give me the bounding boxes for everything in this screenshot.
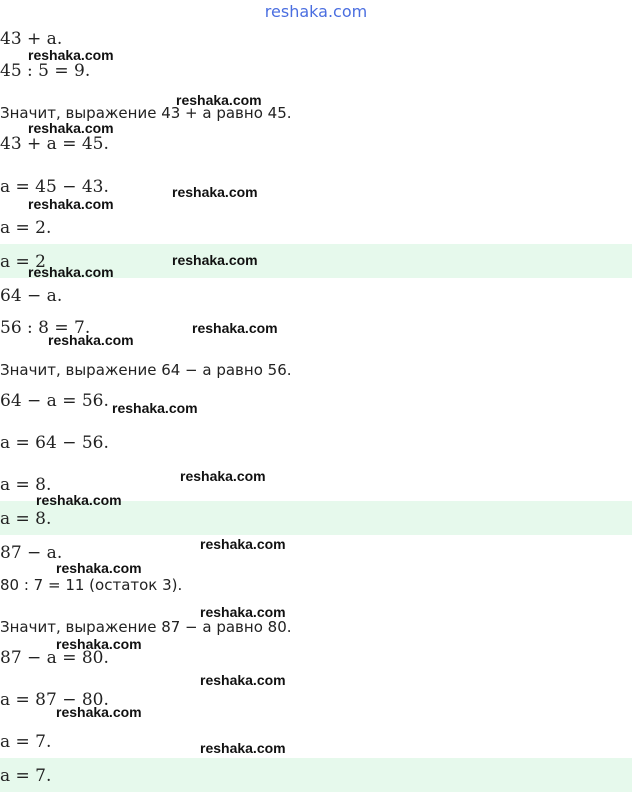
watermark: reshaka.com <box>28 196 114 212</box>
watermark: reshaka.com <box>192 320 278 336</box>
solution-line: a = 87 − 80. <box>0 690 109 710</box>
watermark: reshaka.com <box>28 264 114 280</box>
solution-line: 43 + a = 45. <box>0 134 109 154</box>
solution-line: Значит, выражение 43 + a равно 45. <box>0 104 292 122</box>
watermark: reshaka.com <box>48 332 134 348</box>
watermark: reshaka.com <box>172 252 258 268</box>
answer-band-3 <box>0 758 632 792</box>
solution-line: a = 8. <box>0 475 52 495</box>
watermark: reshaka.com <box>28 47 114 63</box>
solution-line: 64 − a. <box>0 286 63 306</box>
watermark: reshaka.com <box>200 740 286 756</box>
watermark: reshaka.com <box>200 536 286 552</box>
watermark: reshaka.com <box>200 604 286 620</box>
solution-line: a = 64 − 56. <box>0 433 109 453</box>
solution-line: 87 − a. <box>0 543 63 563</box>
solution-line: 56 : 8 = 7. <box>0 318 91 338</box>
watermark: reshaka.com <box>56 636 142 652</box>
watermark: reshaka.com <box>172 184 258 200</box>
solution-line: 45 : 5 = 9. <box>0 61 91 81</box>
solution-line: 80 : 7 = 11 (остаток 3). <box>0 576 183 594</box>
watermark: reshaka.com <box>56 704 142 720</box>
watermark: reshaka.com <box>56 560 142 576</box>
answer-line: a = 8. <box>0 509 52 529</box>
answer-line: a = 7. <box>0 766 52 786</box>
site-header[interactable]: reshaka.com <box>264 2 368 21</box>
watermark: reshaka.com <box>112 400 198 416</box>
watermark: reshaka.com <box>36 492 122 508</box>
watermark: reshaka.com <box>28 120 114 136</box>
answer-line: a = 2 <box>0 252 47 272</box>
solution-line: Значит, выражение 64 − a равно 56. <box>0 361 292 379</box>
watermark: reshaka.com <box>180 468 266 484</box>
solution-line: 64 − a = 56. <box>0 391 109 411</box>
watermark: reshaka.com <box>200 672 286 688</box>
solution-line: a = 45 − 43. <box>0 177 109 197</box>
solution-line: Значит, выражение 87 − a равно 80. <box>0 618 292 636</box>
solution-line: a = 7. <box>0 732 52 752</box>
solution-line: a = 2. <box>0 218 52 238</box>
solution-line: 87 − a = 80. <box>0 648 109 668</box>
watermark: reshaka.com <box>176 92 262 108</box>
solution-line: 43 + a. <box>0 29 63 49</box>
